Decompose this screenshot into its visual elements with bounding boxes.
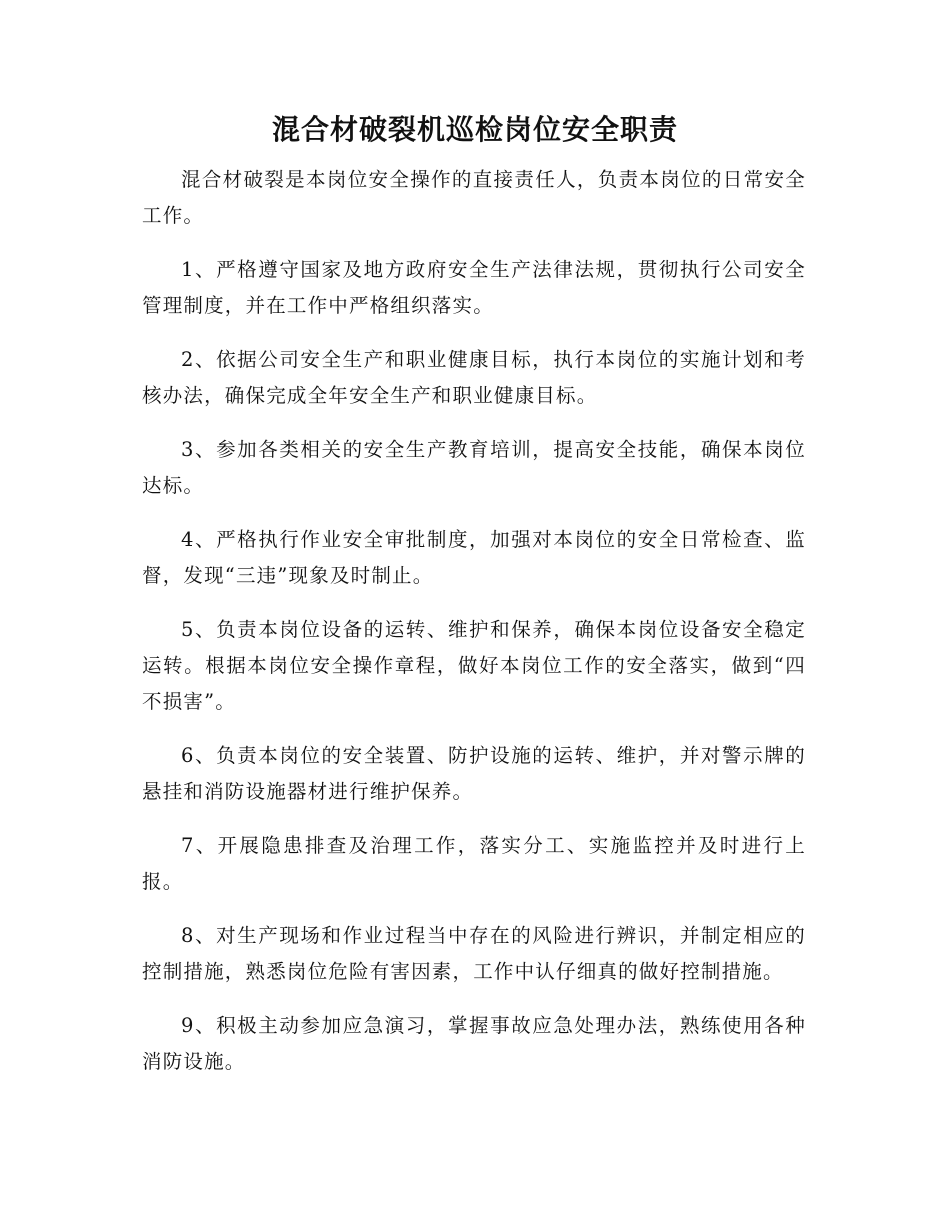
paragraph-item-1: 1、严格遵守国家及地方政府安全生产法律法规，贯彻执行公司安全管理制度，并在工作中严格组织落实。 [142,258,806,317]
paragraph-intro: 混合材破裂是本岗位安全操作的直接责任人，负责本岗位的日常安全工作。 [142,168,806,227]
document-body [142,162,806,1098]
paragraph-item-2: 2、依据公司安全生产和职业健康目标，执行本岗位的实施计划和考核办法，确保完成全年安全生产和职业健康目标。 [142,348,806,407]
paragraph-item-6: 6、负责本岗位的安全装置、防护设施的运转、维护，并对警示牌的悬挂和消防设施器材进行维护保养。 [142,744,806,803]
paragraph-item-9: 9、积极主动参加应急演习，掌握事故应急处理办法，熟练使用各种消防设施。 [142,1014,806,1073]
paragraph-item-7: 7、开展隐患排查及治理工作，落实分工、实施监控并及时进行上报。 [142,834,806,893]
paragraph-item-8: 8、对生产现场和作业过程当中存在的风险进行辨识，并制定相应的控制措施，熟悉岗位危险有害因素，工作中认仔细真的做好控制措施。 [142,924,806,983]
paragraph-item-3: 3、参加各类相关的安全生产教育培训，提高安全技能，确保本岗位达标。 [142,438,806,497]
document-title: 混合材破裂机巡检岗位安全职责 [271,113,678,146]
paragraph-item-4: 4、严格执行作业安全审批制度，加强对本岗位的安全日常检查、监督，发现“三违”现象及时制止。 [142,528,806,587]
paragraph-item-5: 5、负责本岗位设备的运转、维护和保养，确保本岗位设备安全稳定运转。根据本岗位安全操作章程，做好本岗位工作的安全落实，做到“四不损害”。 [142,618,806,713]
